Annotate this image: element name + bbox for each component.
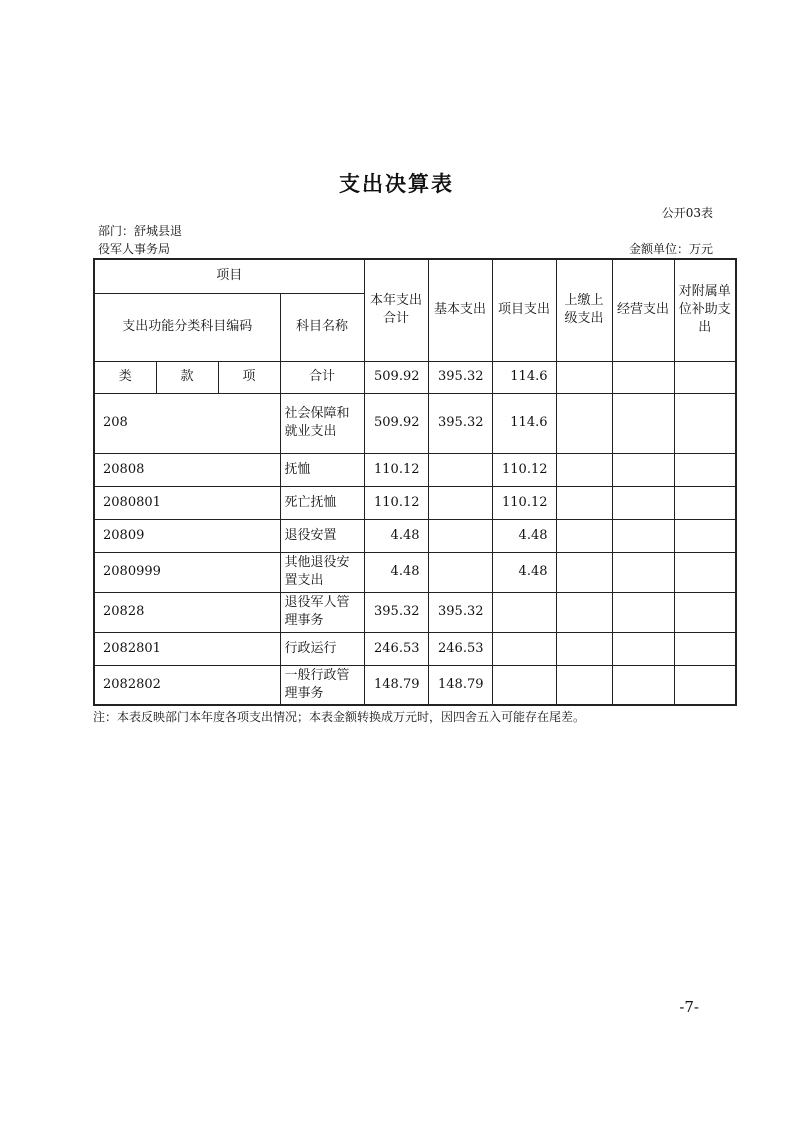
sum-business — [612, 361, 674, 393]
row-upper — [556, 453, 612, 486]
row-name: 退役安置 — [280, 519, 364, 552]
header-project: 项目支出 — [492, 259, 556, 361]
table-row — [94, 592, 736, 632]
page-title: 支出决算表 — [339, 172, 454, 196]
row-total: 4.48 — [364, 552, 428, 592]
row-total: 110.12 — [364, 486, 428, 519]
row-project: 114.6 — [492, 393, 556, 453]
table-note: 注：本表反映部门本年度各项支出情况；本表金额转换成万元时，因四舍五入可能存在尾差。 — [93, 710, 586, 724]
row-code: 208 — [94, 393, 280, 453]
table-row — [94, 519, 736, 552]
row-basic — [428, 453, 492, 486]
header-code: 支出功能分类科目编码 — [94, 293, 280, 361]
row-code: 2080801 — [94, 486, 280, 519]
row-basic: 395.32 — [428, 592, 492, 632]
row-upper — [556, 592, 612, 632]
row-upper — [556, 393, 612, 453]
row-business — [612, 665, 674, 705]
header-name: 科目名称 — [280, 293, 364, 361]
table-row — [94, 632, 736, 665]
row-basic — [428, 552, 492, 592]
row-subsidy — [674, 552, 736, 592]
row-project: 4.48 — [492, 519, 556, 552]
row-code: 20808 — [94, 453, 280, 486]
form-number: 公开03表 — [661, 206, 713, 220]
header-upper: 上缴上级支出 — [556, 259, 612, 361]
row-total: 148.79 — [364, 665, 428, 705]
row-total: 110.12 — [364, 453, 428, 486]
row-basic: 395.32 — [428, 393, 492, 453]
sum-label: 合计 — [280, 361, 364, 393]
department-label — [98, 222, 182, 258]
row-total: 4.48 — [364, 519, 428, 552]
row-subsidy — [674, 393, 736, 453]
row-code: 2082801 — [94, 632, 280, 665]
sum-total: 509.92 — [364, 361, 428, 393]
row-name: 行政运行 — [280, 632, 364, 665]
row-total: 246.53 — [364, 632, 428, 665]
header-lei: 类 — [94, 361, 156, 393]
sum-basic: 395.32 — [428, 361, 492, 393]
row-project: 110.12 — [492, 453, 556, 486]
row-name: 一般行政管理事务 — [280, 665, 364, 705]
header-xiang: 项 — [218, 361, 280, 393]
row-basic — [428, 519, 492, 552]
header-business: 经营支出 — [612, 259, 674, 361]
row-project — [492, 592, 556, 632]
row-business — [612, 519, 674, 552]
row-basic: 148.79 — [428, 665, 492, 705]
row-subsidy — [674, 453, 736, 486]
row-subsidy — [674, 665, 736, 705]
row-name: 退役军人管理事务 — [280, 592, 364, 632]
row-subsidy — [674, 486, 736, 519]
expenditure-table — [93, 258, 737, 706]
header-total: 本年支出合计 — [364, 259, 428, 361]
table-row — [94, 453, 736, 486]
row-code: 20809 — [94, 519, 280, 552]
header-subsidy: 对附属单位补助支出 — [674, 259, 736, 361]
row-business — [612, 632, 674, 665]
row-project: 110.12 — [492, 486, 556, 519]
row-upper — [556, 519, 612, 552]
row-upper — [556, 665, 612, 705]
amount-unit: 金额单位：万元 — [628, 242, 713, 256]
row-name: 抚恤 — [280, 453, 364, 486]
row-name: 其他退役安置支出 — [280, 552, 364, 592]
row-code: 2082802 — [94, 665, 280, 705]
row-total: 509.92 — [364, 393, 428, 453]
page-number: -7- — [679, 998, 699, 1016]
sum-subsidy — [674, 361, 736, 393]
row-name: 死亡抚恤 — [280, 486, 364, 519]
row-subsidy — [674, 592, 736, 632]
header-basic: 基本支出 — [428, 259, 492, 361]
table-row — [94, 486, 736, 519]
table-row — [94, 393, 736, 453]
department-line-2: 役军人事务局 — [98, 242, 171, 256]
row-upper — [556, 552, 612, 592]
row-project — [492, 665, 556, 705]
row-code: 2080999 — [94, 552, 280, 592]
row-business — [612, 592, 674, 632]
row-upper — [556, 486, 612, 519]
row-basic: 246.53 — [428, 632, 492, 665]
sum-upper — [556, 361, 612, 393]
row-basic — [428, 486, 492, 519]
header-kuan: 款 — [156, 361, 218, 393]
row-business — [612, 453, 674, 486]
table-row — [94, 665, 736, 705]
row-project: 4.48 — [492, 552, 556, 592]
table-row — [94, 552, 736, 592]
row-upper — [556, 632, 612, 665]
row-business — [612, 393, 674, 453]
row-project — [492, 632, 556, 665]
row-total: 395.32 — [364, 592, 428, 632]
row-subsidy — [674, 519, 736, 552]
row-name: 社会保障和就业支出 — [280, 393, 364, 453]
header-item: 项目 — [94, 259, 364, 293]
row-code: 20828 — [94, 592, 280, 632]
row-business — [612, 486, 674, 519]
row-business — [612, 552, 674, 592]
department-line-1: 部门：舒城县退 — [98, 224, 183, 238]
row-subsidy — [674, 632, 736, 665]
sum-project: 114.6 — [492, 361, 556, 393]
